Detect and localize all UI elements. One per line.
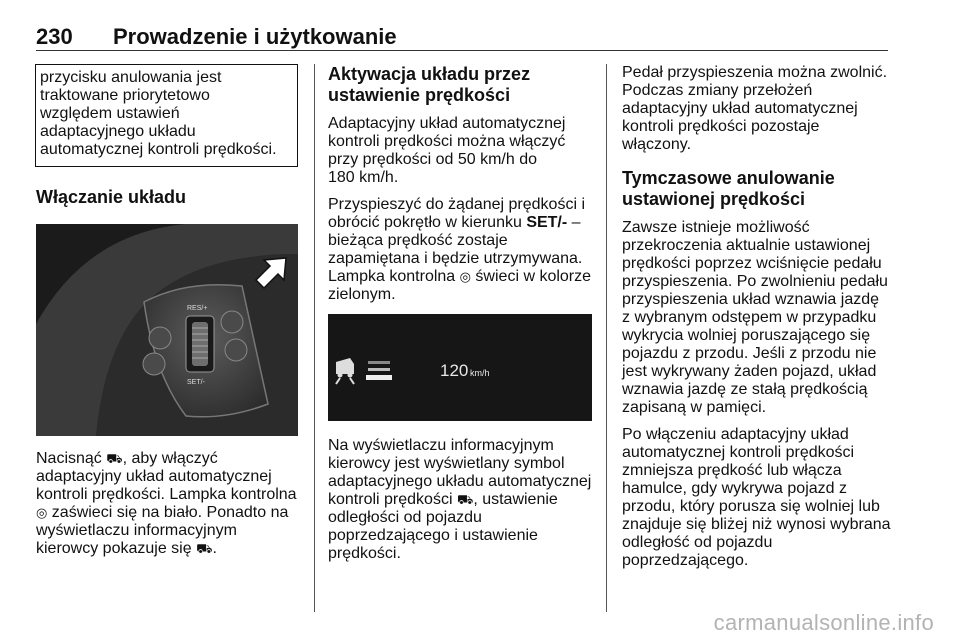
set-speed-value: 120 [440, 361, 469, 380]
body-line: Pedał przyspieszenia można zwolnić. [622, 64, 888, 81]
cruise-indicator-icon: ◎ [36, 505, 48, 520]
set-speed-unit: km/h [470, 368, 490, 378]
set-label: SET/- [187, 379, 205, 386]
body-line: Nacisnąć ⛟, aby włączyć [36, 450, 218, 467]
following-distance-icon [366, 361, 392, 380]
body-line: poprzedzającego. [622, 552, 749, 569]
note-line: traktowane priorytetowo [40, 87, 210, 104]
body-line: prędkości. [328, 545, 401, 562]
body-line: adaptacyjnego układu automatycznej [328, 473, 592, 490]
body-line: kontroli prędkości pozostaje [622, 118, 820, 135]
body-line: odległości od pojazdu [328, 509, 482, 526]
note-line: automatycznej kontroli prędkości. [40, 141, 277, 158]
body-line: Na wyświetlaczu informacyjnym [328, 437, 554, 454]
res-label: RES/+ [187, 305, 208, 312]
body-line: automatycznej kontroli prędkości [622, 444, 855, 461]
body-line: poprzedzającego i ustawienie [328, 527, 538, 544]
body-line: przy prędkości od 50 km/h do [328, 151, 537, 168]
column-2 [328, 64, 592, 563]
section-heading-temporary-cancel: Tymczasowe anulowanie ustawionej prędkości [622, 168, 835, 209]
body-line: adaptacyjny układ automatycznej [36, 468, 272, 485]
body-line: jest wykrywany żaden pojazd, układ [622, 363, 877, 380]
note-line: przycisku anulowania jest [40, 69, 222, 86]
body-line: prędkości poprzez wciśnięcie pedału [622, 255, 882, 272]
body-line: wznawia jazdę ze stałą prędkością [622, 381, 868, 398]
body-line: 180 km/h. [328, 169, 399, 186]
column-1 [36, 64, 298, 558]
section-heading-enable-system: Włączanie układu [36, 187, 187, 207]
body-line: pojazdu z przodu. Jeśli z przodu nie [622, 345, 877, 362]
section-heading-activate-by-speed: Aktywacja układu przez ustawienie prędkości [328, 64, 531, 105]
body-line: przekroczenia aktualnie ustawionej [622, 237, 871, 254]
body-line: przyspieszenia. Po zwolnieniu pedału [622, 273, 888, 290]
body-line: wyświetlaczu informacyjnym [36, 522, 237, 539]
body-line: Zawsze istnieje możliwość [622, 219, 810, 236]
body-line: przodu, który porusza się wolniej lub [622, 498, 880, 515]
note-line: względem ustawień [40, 105, 180, 122]
note-line: adaptacyjnego układu [40, 123, 196, 140]
body-line: Po włączeniu adaptacyjny układ [622, 426, 849, 443]
body-line: Podczas zmiany przełożeń [622, 82, 813, 99]
body-line: przyspieszenia układ wznawia jazdę [622, 291, 880, 308]
watermark: carmanualsonline.info [713, 610, 934, 635]
body-line: włączony. [622, 136, 692, 153]
body-line: Lampka kontrolna ◎ świeci w kolorze [328, 268, 592, 285]
column-divider [606, 64, 607, 612]
body-line: zapisaną w pamięci. [622, 399, 767, 416]
body-line: kontroli prędkości. Lampka kontrolna [36, 486, 297, 503]
column-divider [314, 64, 315, 612]
steering-wheel-controls-figure [36, 224, 298, 436]
body-line: znajduje się bliżej niż wynosi wybrana [622, 516, 891, 533]
body-line: zmniejsza prędkość lub włącza [622, 462, 842, 479]
body-line: z wybranym odstępem w przypadku [622, 309, 877, 326]
body-line: adaptacyjny układ automatycznej [622, 100, 858, 117]
steering-wheel-illustration [36, 224, 298, 436]
body-line: wykrycia wolniej poruszającego się [622, 327, 871, 344]
body-line: zapamiętana i będzie utrzymywana. [328, 250, 583, 267]
body-line: Przyspieszyć do żądanej prędkości i [328, 196, 586, 213]
body-line: Adaptacyjny układ automatycznej [328, 115, 566, 132]
header-divider [36, 50, 888, 51]
adaptive-cruise-icon: ⛟ [456, 492, 474, 507]
note-box [35, 64, 298, 167]
driver-info-display-figure [328, 314, 592, 421]
body-line: odległość od pojazdu [622, 534, 773, 551]
adaptive-cruise-icon: ⛟ [106, 451, 123, 466]
column-3 [622, 64, 892, 570]
body-line: kierowcy jest wyświetlany symbol [328, 455, 565, 472]
cruise-indicator-icon: ◎ [459, 269, 471, 284]
adaptive-cruise-icon: ⛟ [196, 541, 213, 556]
body-line: kontroli prędkości ⛟, ustawienie [328, 491, 558, 508]
body-line: ◎ zaświeci się na biało. Ponadto na [36, 504, 289, 521]
display-illustration [328, 314, 592, 421]
body-line: obrócić pokrętło w kierunku SET/- – [328, 214, 581, 231]
page-title: Prowadzenie i użytkowanie [113, 24, 397, 49]
body-line: hamulce, gdy wykrywa pojazd z [622, 480, 847, 497]
page-number: 230 [36, 24, 73, 49]
body-line: zielonym. [328, 286, 396, 303]
body-line: bieżąca prędkość zostaje [328, 232, 508, 249]
body-line: kontroli prędkości można włączyć [328, 133, 566, 150]
body-line: kierowcy pokazuje się ⛟. [36, 540, 217, 557]
